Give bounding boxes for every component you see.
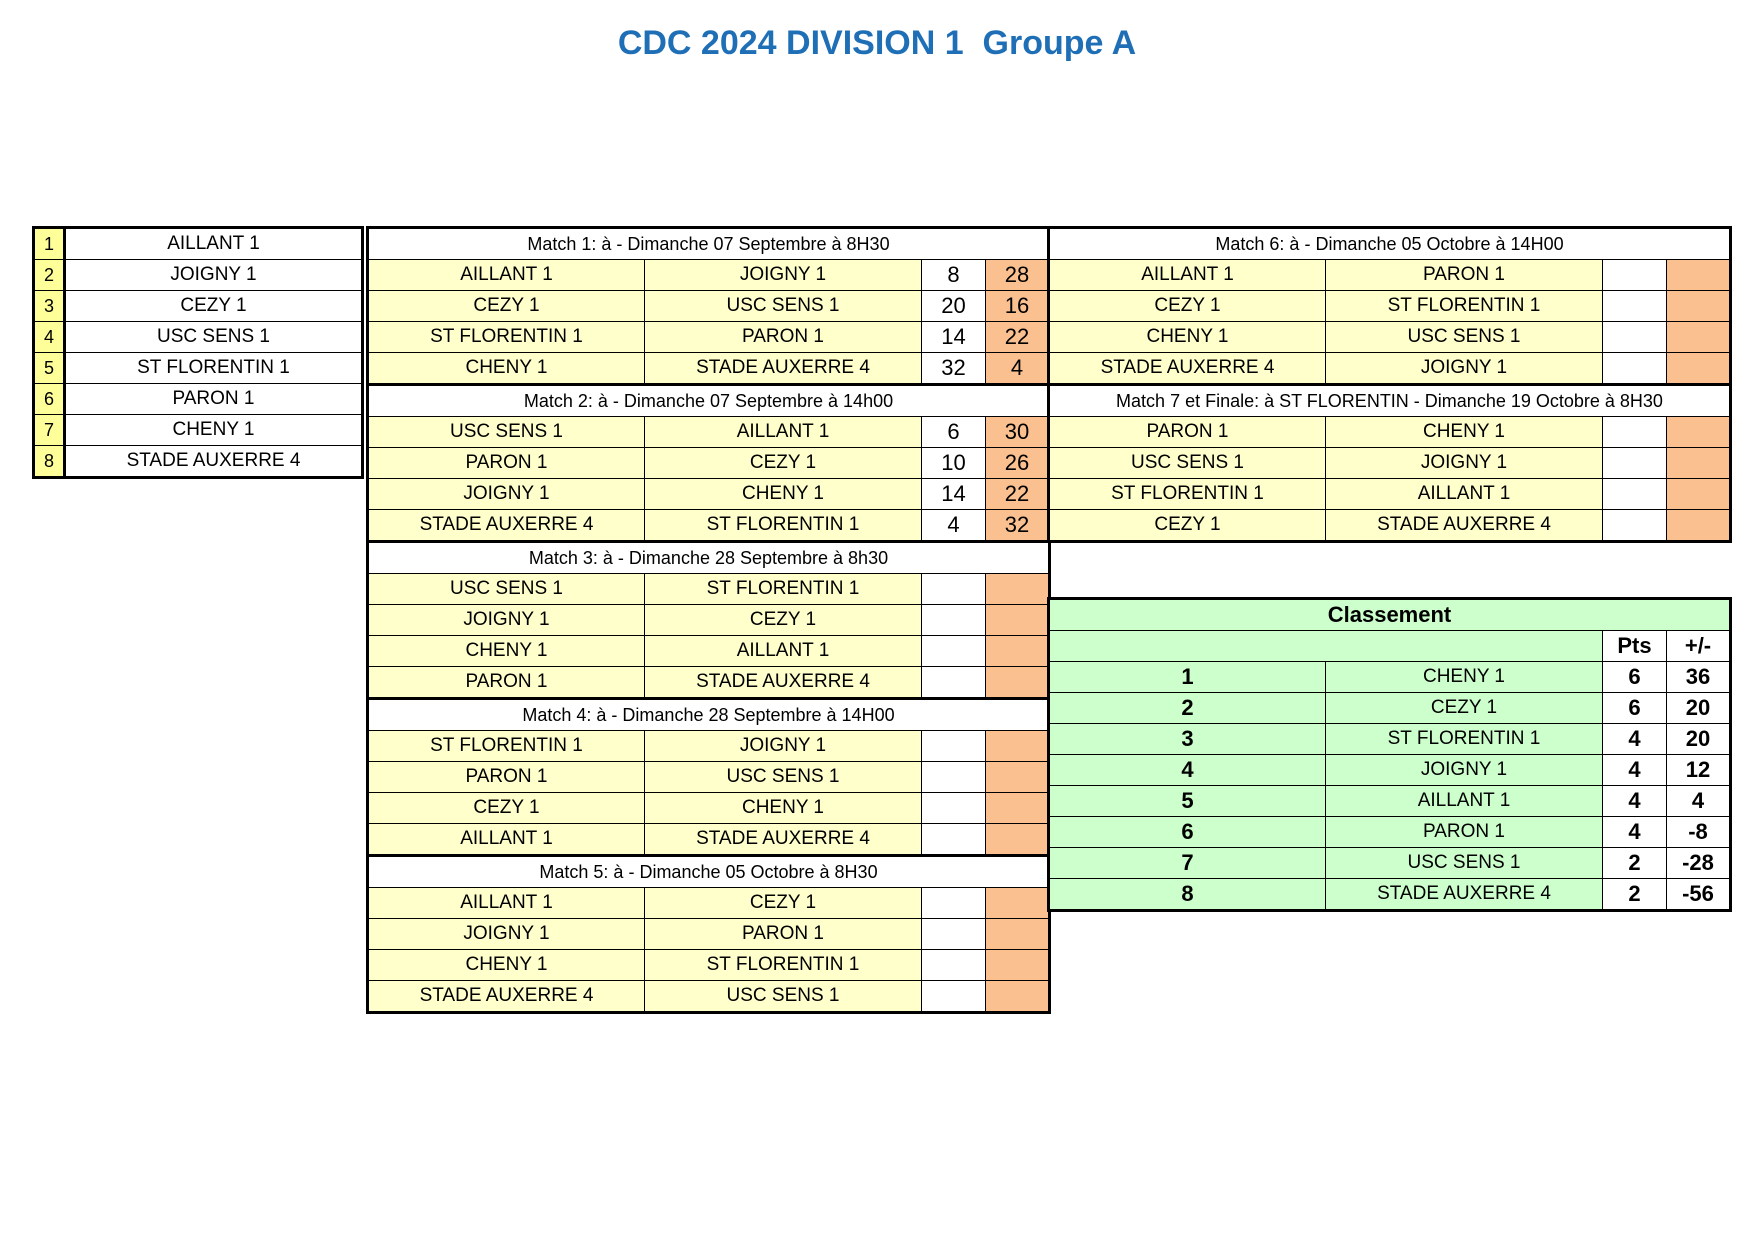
ranking-points: 4 (1603, 724, 1667, 755)
ranking-team: CEZY 1 (1326, 693, 1603, 724)
away-team: AILLANT 1 (645, 636, 922, 667)
game-row (368, 510, 1050, 542)
ranking-diff: -56 (1667, 879, 1731, 911)
away-team: JOIGNY 1 (1326, 353, 1603, 385)
team-number: 4 (34, 322, 65, 353)
home-team: STADE AUXERRE 4 (368, 981, 645, 1013)
ranking-points: 4 (1603, 817, 1667, 848)
home-team: ST FLORENTIN 1 (368, 731, 645, 762)
team-name: USC SENS 1 (65, 322, 363, 353)
home-team: JOIGNY 1 (368, 605, 645, 636)
game-row (368, 981, 1050, 1013)
ranking-row (1049, 693, 1731, 724)
team-name: PARON 1 (65, 384, 363, 415)
home-score (1603, 479, 1667, 510)
ranking-position: 7 (1049, 848, 1326, 879)
team-name: AILLANT 1 (65, 228, 363, 260)
away-team: USC SENS 1 (645, 981, 922, 1013)
home-team: PARON 1 (368, 762, 645, 793)
ranking-row (1049, 817, 1731, 848)
ranking-position: 1 (1049, 662, 1326, 693)
away-score: 4 (986, 353, 1050, 385)
ranking-diff: 4 (1667, 786, 1731, 817)
away-team: CHENY 1 (645, 479, 922, 510)
game-row (368, 667, 1050, 699)
home-team: JOIGNY 1 (368, 479, 645, 510)
match-day-header-row (1049, 385, 1731, 417)
match-day-header: Match 3: à - Dimanche 28 Septembre à 8h30 (368, 542, 1050, 574)
ranking-position: 3 (1049, 724, 1326, 755)
game-row (368, 479, 1050, 510)
home-score (1603, 260, 1667, 291)
away-score (986, 919, 1050, 950)
team-row (34, 446, 363, 478)
game-row (1049, 417, 1731, 448)
game-row (1049, 260, 1731, 291)
ranking-row (1049, 755, 1731, 786)
away-score: 22 (986, 479, 1050, 510)
home-score: 4 (922, 510, 986, 542)
team-number: 3 (34, 291, 65, 322)
home-score (922, 950, 986, 981)
home-team: USC SENS 1 (368, 417, 645, 448)
home-score (922, 636, 986, 667)
away-team: STADE AUXERRE 4 (1326, 510, 1603, 542)
match-day-header: Match 7 et Finale: à ST FLORENTIN - Dimanche 19 Octobre à 8H30 (1049, 385, 1731, 417)
away-team: PARON 1 (645, 919, 922, 950)
home-score (1603, 510, 1667, 542)
ranking-diff: 36 (1667, 662, 1731, 693)
game-row (368, 793, 1050, 824)
game-row (368, 574, 1050, 605)
home-team: PARON 1 (368, 667, 645, 699)
ranking-team: STADE AUXERRE 4 (1326, 879, 1603, 911)
away-score: 28 (986, 260, 1050, 291)
away-team: JOIGNY 1 (1326, 448, 1603, 479)
ranking-diff: -8 (1667, 817, 1731, 848)
ranking-header-blank (1049, 631, 1603, 662)
ranking-row (1049, 786, 1731, 817)
away-score: 26 (986, 448, 1050, 479)
home-team: PARON 1 (1049, 417, 1326, 448)
team-list (32, 226, 364, 479)
away-team: CEZY 1 (645, 448, 922, 479)
away-score (986, 636, 1050, 667)
home-team: STADE AUXERRE 4 (368, 510, 645, 542)
team-row (34, 415, 363, 446)
ranking-team: AILLANT 1 (1326, 786, 1603, 817)
away-team: AILLANT 1 (645, 417, 922, 448)
away-team: JOIGNY 1 (645, 731, 922, 762)
team-row (34, 228, 363, 260)
home-team: CHENY 1 (1049, 322, 1326, 353)
game-row (368, 353, 1050, 385)
match-day-header: Match 5: à - Dimanche 05 Octobre à 8H30 (368, 856, 1050, 888)
away-team: ST FLORENTIN 1 (645, 510, 922, 542)
away-team: STADE AUXERRE 4 (645, 353, 922, 385)
game-row (368, 824, 1050, 856)
schedule-left (366, 226, 1051, 1014)
home-team: CEZY 1 (1049, 510, 1326, 542)
home-score (922, 731, 986, 762)
ranking-team: JOIGNY 1 (1326, 755, 1603, 786)
away-team: PARON 1 (645, 322, 922, 353)
away-team: AILLANT 1 (1326, 479, 1603, 510)
match-day-header: Match 1: à - Dimanche 07 Septembre à 8H30 (368, 228, 1050, 260)
game-row (368, 605, 1050, 636)
home-score (1603, 417, 1667, 448)
game-row (368, 448, 1050, 479)
away-team: STADE AUXERRE 4 (645, 667, 922, 699)
away-score (986, 950, 1050, 981)
away-score (1667, 479, 1731, 510)
team-name: JOIGNY 1 (65, 260, 363, 291)
ranking-position: 4 (1049, 755, 1326, 786)
match-day-header-row (368, 542, 1050, 574)
team-name: CEZY 1 (65, 291, 363, 322)
away-score (986, 888, 1050, 919)
away-score (1667, 417, 1731, 448)
team-name: STADE AUXERRE 4 (65, 446, 363, 478)
ranking-team: USC SENS 1 (1326, 848, 1603, 879)
away-score: 32 (986, 510, 1050, 542)
team-row (34, 322, 363, 353)
away-score (986, 824, 1050, 856)
home-team: USC SENS 1 (1049, 448, 1326, 479)
match-day-header-row (368, 856, 1050, 888)
ranking-points: 6 (1603, 662, 1667, 693)
team-row (34, 291, 363, 322)
home-team: CHENY 1 (368, 353, 645, 385)
home-team: AILLANT 1 (1049, 260, 1326, 291)
away-team: USC SENS 1 (1326, 322, 1603, 353)
team-row (34, 260, 363, 291)
away-score: 22 (986, 322, 1050, 353)
home-score: 32 (922, 353, 986, 385)
home-team: CHENY 1 (368, 636, 645, 667)
ranking-row (1049, 879, 1731, 911)
away-team: CEZY 1 (645, 605, 922, 636)
ranking-diff: 20 (1667, 693, 1731, 724)
game-row (368, 322, 1050, 353)
ranking-diff: 12 (1667, 755, 1731, 786)
away-score (986, 605, 1050, 636)
home-team: AILLANT 1 (368, 260, 645, 291)
home-score (922, 574, 986, 605)
ranking-points: 4 (1603, 755, 1667, 786)
game-row (1049, 291, 1731, 322)
schedule-right (1047, 226, 1732, 543)
game-row (368, 291, 1050, 322)
page-title: CDC 2024 DIVISION 1 Groupe A (617, 24, 1137, 62)
away-team: STADE AUXERRE 4 (645, 824, 922, 856)
ranking-position: 6 (1049, 817, 1326, 848)
home-team: STADE AUXERRE 4 (1049, 353, 1326, 385)
away-score (986, 574, 1050, 605)
team-number: 2 (34, 260, 65, 291)
home-team: JOIGNY 1 (368, 919, 645, 950)
away-score: 30 (986, 417, 1050, 448)
away-score (986, 762, 1050, 793)
home-score: 14 (922, 322, 986, 353)
away-team: CHENY 1 (1326, 417, 1603, 448)
home-score (922, 824, 986, 856)
home-score (922, 919, 986, 950)
home-score: 8 (922, 260, 986, 291)
home-score (922, 667, 986, 699)
away-score (986, 667, 1050, 699)
home-score: 14 (922, 479, 986, 510)
home-team: CHENY 1 (368, 950, 645, 981)
home-score (922, 981, 986, 1013)
home-team: AILLANT 1 (368, 888, 645, 919)
home-team: ST FLORENTIN 1 (368, 322, 645, 353)
ranking-diff: -28 (1667, 848, 1731, 879)
home-score: 6 (922, 417, 986, 448)
game-row (368, 888, 1050, 919)
away-team: CEZY 1 (645, 888, 922, 919)
game-row (368, 417, 1050, 448)
game-row (368, 919, 1050, 950)
away-score (1667, 322, 1731, 353)
team-number: 6 (34, 384, 65, 415)
home-score (922, 762, 986, 793)
away-score: 16 (986, 291, 1050, 322)
away-team: ST FLORENTIN 1 (645, 950, 922, 981)
away-score (1667, 353, 1731, 385)
home-score (922, 793, 986, 824)
away-team: USC SENS 1 (645, 762, 922, 793)
ranking-position: 8 (1049, 879, 1326, 911)
home-team: ST FLORENTIN 1 (1049, 479, 1326, 510)
away-team: USC SENS 1 (645, 291, 922, 322)
match-day-header-row (368, 228, 1050, 260)
game-row (1049, 322, 1731, 353)
ranking-header-pts: Pts (1603, 631, 1667, 662)
home-score (922, 605, 986, 636)
away-score (1667, 291, 1731, 322)
home-team: USC SENS 1 (368, 574, 645, 605)
home-team: PARON 1 (368, 448, 645, 479)
game-row (368, 762, 1050, 793)
ranking-points: 2 (1603, 848, 1667, 879)
ranking-points: 4 (1603, 786, 1667, 817)
home-score (1603, 322, 1667, 353)
away-team: PARON 1 (1326, 260, 1603, 291)
home-score (922, 888, 986, 919)
ranking-points: 2 (1603, 879, 1667, 911)
ranking-diff: 20 (1667, 724, 1731, 755)
match-day-header-row (368, 385, 1050, 417)
home-team: CEZY 1 (368, 291, 645, 322)
game-row (368, 731, 1050, 762)
team-number: 1 (34, 228, 65, 260)
ranking-row (1049, 724, 1731, 755)
ranking-header-diff: +/- (1667, 631, 1731, 662)
ranking-table (1047, 597, 1732, 912)
team-name: CHENY 1 (65, 415, 363, 446)
team-row (34, 384, 363, 415)
home-team: CEZY 1 (1049, 291, 1326, 322)
away-team: JOIGNY 1 (645, 260, 922, 291)
away-score (986, 793, 1050, 824)
game-row (368, 260, 1050, 291)
match-day-header: Match 4: à - Dimanche 28 Septembre à 14H00 (368, 699, 1050, 731)
game-row (1049, 510, 1731, 542)
ranking-team: ST FLORENTIN 1 (1326, 724, 1603, 755)
away-score (1667, 510, 1731, 542)
ranking-team: PARON 1 (1326, 817, 1603, 848)
away-team: ST FLORENTIN 1 (645, 574, 922, 605)
home-score (1603, 448, 1667, 479)
team-name: ST FLORENTIN 1 (65, 353, 363, 384)
away-score (1667, 260, 1731, 291)
home-team: CEZY 1 (368, 793, 645, 824)
ranking-points: 6 (1603, 693, 1667, 724)
away-team: ST FLORENTIN 1 (1326, 291, 1603, 322)
team-number: 5 (34, 353, 65, 384)
match-day-header: Match 2: à - Dimanche 07 Septembre à 14h00 (368, 385, 1050, 417)
ranking-team: CHENY 1 (1326, 662, 1603, 693)
match-day-header-row (1049, 228, 1731, 260)
ranking-title: Classement (1049, 599, 1731, 631)
ranking-position: 5 (1049, 786, 1326, 817)
home-score: 20 (922, 291, 986, 322)
team-number: 8 (34, 446, 65, 478)
ranking-row (1049, 662, 1731, 693)
away-score (1667, 448, 1731, 479)
match-day-header: Match 6: à - Dimanche 05 Octobre à 14H00 (1049, 228, 1731, 260)
away-team: CHENY 1 (645, 793, 922, 824)
game-row (1049, 353, 1731, 385)
away-score (986, 981, 1050, 1013)
ranking-position: 2 (1049, 693, 1326, 724)
ranking-row (1049, 848, 1731, 879)
game-row (368, 950, 1050, 981)
match-day-header-row (368, 699, 1050, 731)
home-team: AILLANT 1 (368, 824, 645, 856)
away-score (986, 731, 1050, 762)
team-row (34, 353, 363, 384)
home-score (1603, 291, 1667, 322)
game-row (1049, 479, 1731, 510)
home-score: 10 (922, 448, 986, 479)
game-row (368, 636, 1050, 667)
game-row (1049, 448, 1731, 479)
home-score (1603, 353, 1667, 385)
team-number: 7 (34, 415, 65, 446)
